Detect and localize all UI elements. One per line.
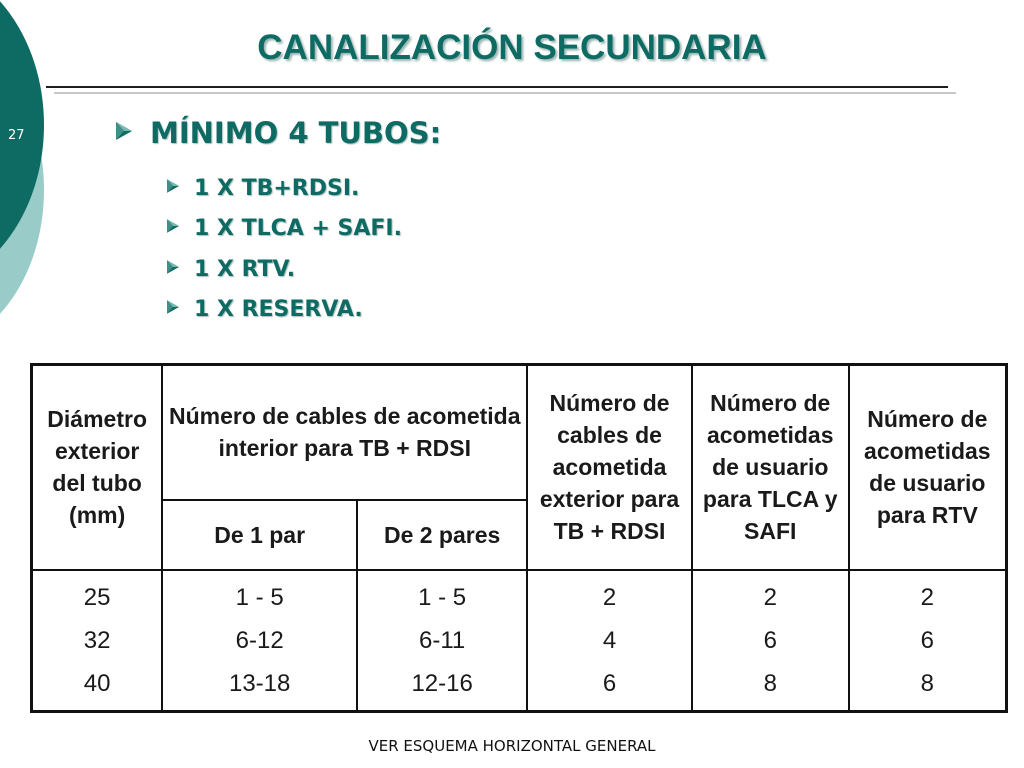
arrow-bullet-icon	[112, 116, 136, 150]
table-cell: 1 - 5	[357, 570, 527, 620]
table-cell: 8	[692, 663, 849, 712]
main-bullet	[112, 116, 441, 150]
table-cell: 8	[849, 663, 1007, 712]
header-tlca-safi: Número de acometidas de usuario para TLCA y SAFI	[692, 365, 849, 570]
slide-title: CANALIZACIÓN SECUNDARIA	[257, 28, 767, 67]
table-cell: 2	[849, 570, 1007, 620]
table-cell: 6	[849, 620, 1007, 663]
title-divider	[46, 86, 948, 88]
table-cell: 2	[692, 570, 849, 620]
sub-bullet	[164, 290, 402, 331]
sub-bullet	[164, 209, 402, 250]
slide-number: 27	[8, 128, 25, 143]
sub-bullet-list	[164, 168, 402, 330]
sub-bullet-label: 1 X RTV.	[194, 256, 296, 282]
table-cell: 1 - 5	[162, 570, 357, 620]
header-exterior-cables: Número de cables de acometida exterior para TB + RDSI	[527, 365, 692, 570]
arrow-bullet-icon	[164, 216, 182, 241]
header-diameter: Diámetro exterior del tubo (mm)	[32, 365, 163, 570]
sub-bullet	[164, 249, 402, 290]
table-cell: 32	[32, 620, 163, 663]
table-cell: 25	[32, 570, 163, 620]
sub-bullet-label: 1 X TB+RDSI.	[194, 175, 360, 201]
header-one-pair: De 1 par	[162, 500, 357, 570]
header-rtv: Número de acometidas de usuario para RTV	[849, 365, 1007, 570]
sub-bullet	[164, 168, 402, 209]
table-cell: 6	[527, 663, 692, 712]
table-cell: 6-12	[162, 620, 357, 663]
title-divider-shadow	[54, 92, 956, 94]
table-cell: 2	[527, 570, 692, 620]
main-bullet-label: MÍNIMO 4 TUBOS:	[150, 116, 442, 150]
sub-bullet-label: 1 X TLCA + SAFI.	[194, 216, 402, 242]
table-cell: 40	[32, 663, 163, 712]
table-row	[32, 663, 1007, 712]
arrow-bullet-icon	[164, 297, 182, 322]
arrow-bullet-icon	[164, 176, 182, 201]
table-cell: 6	[692, 620, 849, 663]
table-row	[32, 570, 1007, 620]
table-cell: 6-11	[357, 620, 527, 663]
table-cell: 13-18	[162, 663, 357, 712]
header-interior-cables: Número de cables de acometida interior para TB + RDSI	[162, 365, 527, 500]
table-cell: 4	[527, 620, 692, 663]
conduit-table	[30, 363, 1008, 713]
footer-note: VER ESQUEMA HORIZONTAL GENERAL	[368, 737, 656, 755]
arrow-bullet-icon	[164, 257, 182, 282]
header-two-pairs: De 2 pares	[357, 500, 527, 570]
sub-bullet-label: 1 X RESERVA.	[194, 297, 363, 323]
table-row	[32, 620, 1007, 663]
table-cell: 12-16	[357, 663, 527, 712]
